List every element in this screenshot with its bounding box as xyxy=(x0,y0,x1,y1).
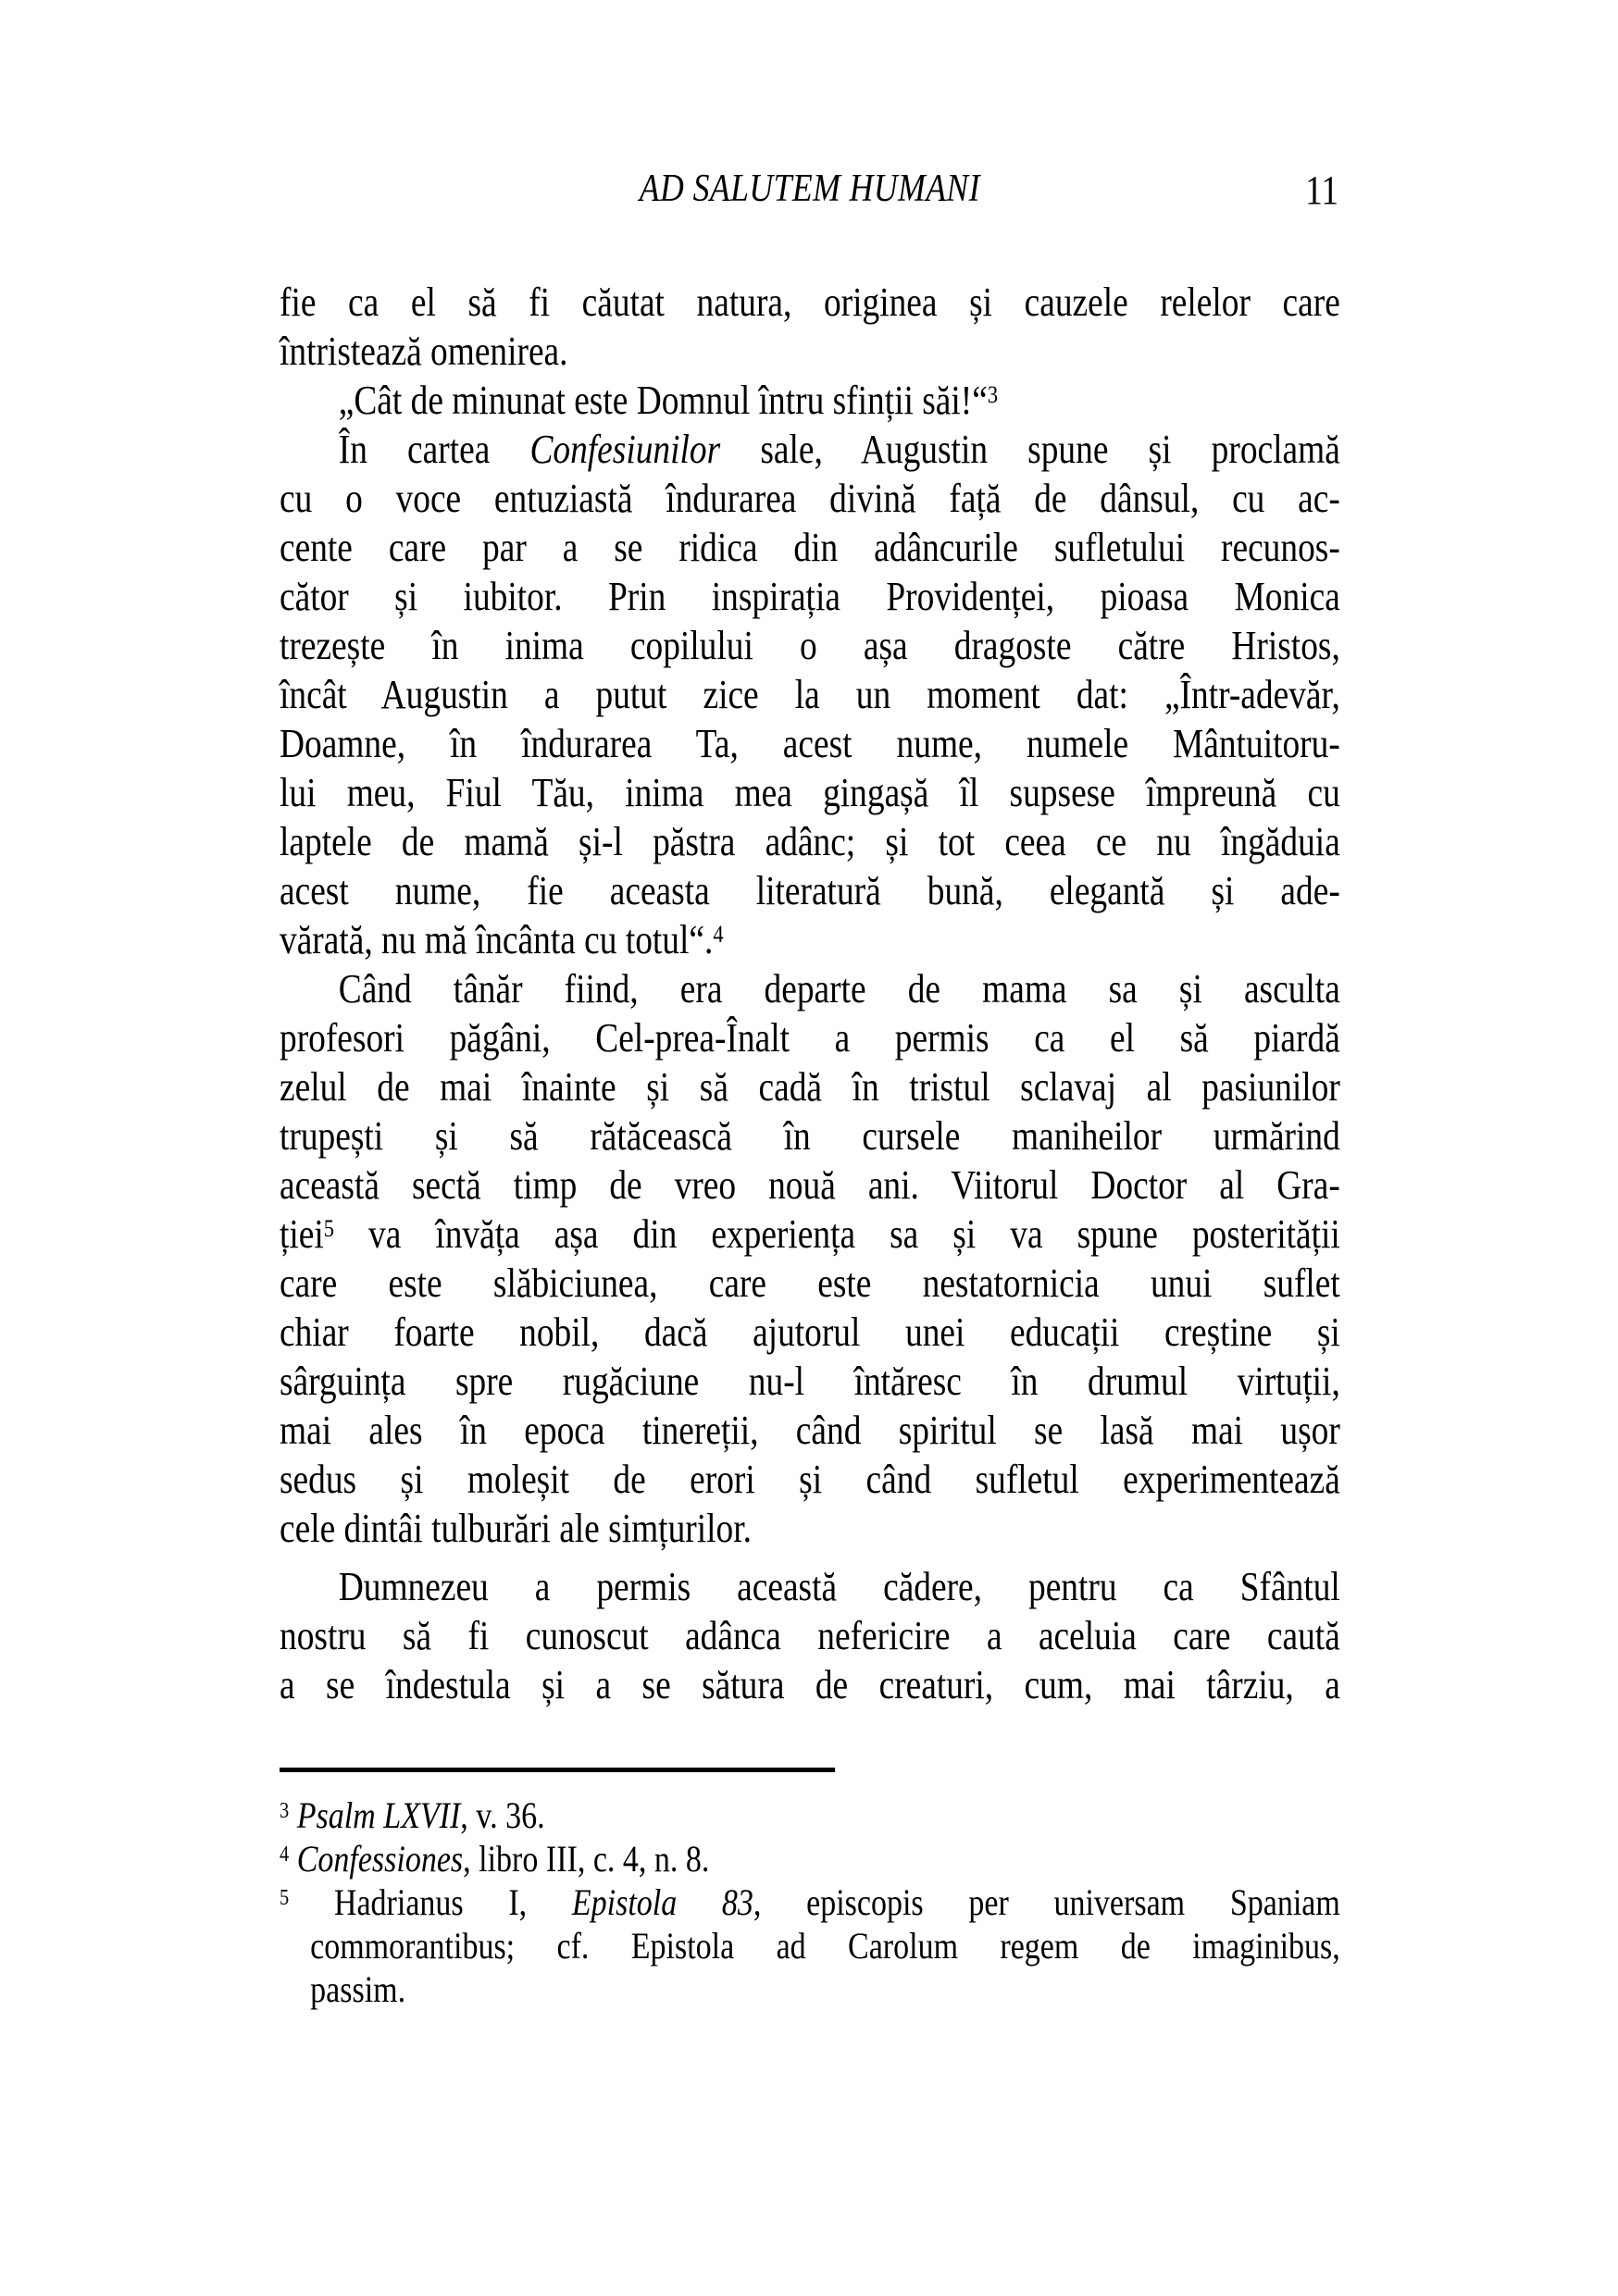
text-run: vărată, nu mă încânta cu totul“. xyxy=(280,917,714,962)
text-run: trupești și să rătăcească în cursele maniheilor urmărind xyxy=(280,1113,1340,1159)
text-line xyxy=(280,768,1340,817)
text-line xyxy=(280,376,1340,425)
text-line xyxy=(280,1357,1340,1406)
text-line xyxy=(280,817,1340,866)
paragraph xyxy=(280,425,1340,964)
text-run: chiar foarte nobil, dacă ajutorul unei educații creștine și xyxy=(280,1309,1340,1355)
text-run: Când tânăr fiind, era departe de mama sa și asculta xyxy=(338,966,1340,1011)
footnote-ref: 5 xyxy=(323,1214,334,1243)
text-run: care este slăbiciunea, care este nestatornicia unui suflet xyxy=(280,1260,1340,1306)
footnote xyxy=(280,1880,1340,2011)
text-line xyxy=(280,1837,1340,1880)
text-line xyxy=(280,1880,1340,1924)
text-line xyxy=(280,474,1340,523)
text-run: Psalm LXVII xyxy=(296,1794,461,1836)
footnotes xyxy=(280,1793,1340,2011)
text-line xyxy=(280,1062,1340,1111)
text-run: cător și iubitor. Prin inspirația Providenței, pioasa Monica xyxy=(280,574,1340,619)
footnote-ref: 5 xyxy=(280,1886,290,1911)
text-run: Epistola 83 xyxy=(571,1881,753,1923)
text-run: întristează omenirea. xyxy=(280,329,568,374)
text-run: Dumnezeu a permis această cădere, pentru ca Sfântul xyxy=(338,1564,1340,1609)
text-line xyxy=(280,1111,1340,1160)
text-line xyxy=(280,1013,1340,1062)
text-run: laptele de mamă și-l păstra adânc; și tot ceea ce nu îngăduia xyxy=(280,819,1340,864)
text-run: „Cât de minunat este Domnul întru sfinții săi!“ xyxy=(338,378,988,423)
text-run: Hadrianus I, xyxy=(289,1881,572,1923)
paragraph xyxy=(280,964,1340,1553)
text-line xyxy=(280,1259,1340,1308)
text-run: acest nume, fie aceasta literatură bună, elegantă și ade- xyxy=(280,868,1340,913)
page-content xyxy=(280,0,1340,2296)
text-run: Confessiones xyxy=(296,1838,464,1880)
footnote-ref: 4 xyxy=(713,920,724,949)
text-run: , libro III, c. 4, n. 8. xyxy=(463,1838,710,1880)
text-run: cente care par a se ridica din adâncurile sufletului recunos- xyxy=(280,525,1340,570)
text-run: , episcopis per universam Spaniam xyxy=(753,1881,1340,1923)
text-run: Doamne, în îndurarea Ta, acest nume, numele Mântuitoru- xyxy=(280,721,1340,766)
body-text xyxy=(280,278,1340,1709)
paragraph xyxy=(280,1562,1340,1709)
text-line xyxy=(280,1406,1340,1455)
page-header xyxy=(280,167,1340,215)
text-run: fie ca el să fi căutat natura, originea și cauzele relelor care xyxy=(280,279,1340,325)
text-line xyxy=(280,621,1340,670)
text-line xyxy=(280,1611,1340,1660)
text-line xyxy=(280,1455,1340,1504)
text-line xyxy=(280,1308,1340,1357)
text-line xyxy=(280,1210,1340,1259)
text-run: această sectă timp de vreo nouă ani. Viitorul Doctor al Gra- xyxy=(280,1162,1340,1208)
text-run: cele dintâi tulburări ale simțurilor. xyxy=(280,1506,752,1551)
text-run: încât Augustin a putut zice la un moment dat: „Într-adevăr, xyxy=(280,672,1340,717)
text-run: commorantibus; cf. Epistola ad Carolum regem de imaginibus, xyxy=(310,1925,1340,1967)
text-line xyxy=(280,670,1340,719)
footnote xyxy=(280,1793,1340,1837)
text-run: nostru să fi cunoscut adânca nefericire a aceluia care caută xyxy=(280,1613,1340,1658)
text-line xyxy=(280,1160,1340,1210)
text-run: sârguința spre rugăciune nu-l întăresc în drumul virtuții, xyxy=(280,1359,1340,1404)
text-run: lui meu, Fiul Tău, inima mea gingașă îl supsese împreună cu xyxy=(280,770,1340,815)
text-line xyxy=(280,964,1340,1013)
paragraph xyxy=(280,278,1340,376)
text-run: sedus și moleșit de erori și când sufletul experimentează xyxy=(280,1457,1340,1502)
paragraph xyxy=(280,376,1340,425)
text-run: sale, Augustin spune și proclamă xyxy=(720,427,1340,472)
text-line xyxy=(280,1562,1340,1611)
text-line xyxy=(280,1924,1340,1967)
footnote-ref: 3 xyxy=(987,380,999,409)
text-line xyxy=(280,572,1340,621)
footnote-separator xyxy=(280,1768,835,1772)
footnote-ref: 3 xyxy=(280,1799,290,1824)
text-run: cu o voce entuziastă îndurarea divină față de dânsul, cu ac- xyxy=(280,476,1340,521)
footnote xyxy=(280,1837,1340,1880)
text-run: zelul de mai înainte și să cadă în tristul sclavaj al pasiunilor xyxy=(280,1064,1340,1110)
running-title: AD SALUTEM HUMANI xyxy=(639,168,980,210)
text-run: , v. 36. xyxy=(460,1794,545,1836)
text-run: va învăța așa din experiența sa și va spune posterității xyxy=(333,1211,1340,1257)
text-run: Confesiunilor xyxy=(529,427,721,472)
text-line xyxy=(280,915,1340,964)
text-line xyxy=(280,425,1340,474)
text-run: a se îndestula și a se sătura de creaturi, cum, mai târziu, a xyxy=(280,1662,1340,1707)
text-line xyxy=(280,1660,1340,1709)
text-line xyxy=(280,278,1340,327)
footnote-ref: 4 xyxy=(280,1843,290,1868)
text-run xyxy=(289,1794,297,1836)
text-line xyxy=(280,719,1340,768)
text-run: trezește în inima copilului o așa dragoste către Hristos, xyxy=(280,623,1340,668)
text-line xyxy=(280,523,1340,572)
text-run: ției xyxy=(280,1211,324,1257)
text-run: mai ales în epoca tinereții, când spiritul se lasă mai ușor xyxy=(280,1408,1340,1453)
text-line xyxy=(280,1793,1340,1837)
text-run: În cartea xyxy=(338,427,530,472)
text-run xyxy=(289,1838,297,1880)
text-run: passim. xyxy=(310,1968,406,2010)
text-line xyxy=(280,327,1340,376)
page-number: 11 xyxy=(1305,168,1339,213)
text-line xyxy=(280,866,1340,915)
text-line xyxy=(280,1504,1340,1553)
text-line xyxy=(280,1967,1340,2011)
text-run: profesori păgâni, Cel-prea-Înalt a permis ca el să piardă xyxy=(280,1015,1340,1061)
